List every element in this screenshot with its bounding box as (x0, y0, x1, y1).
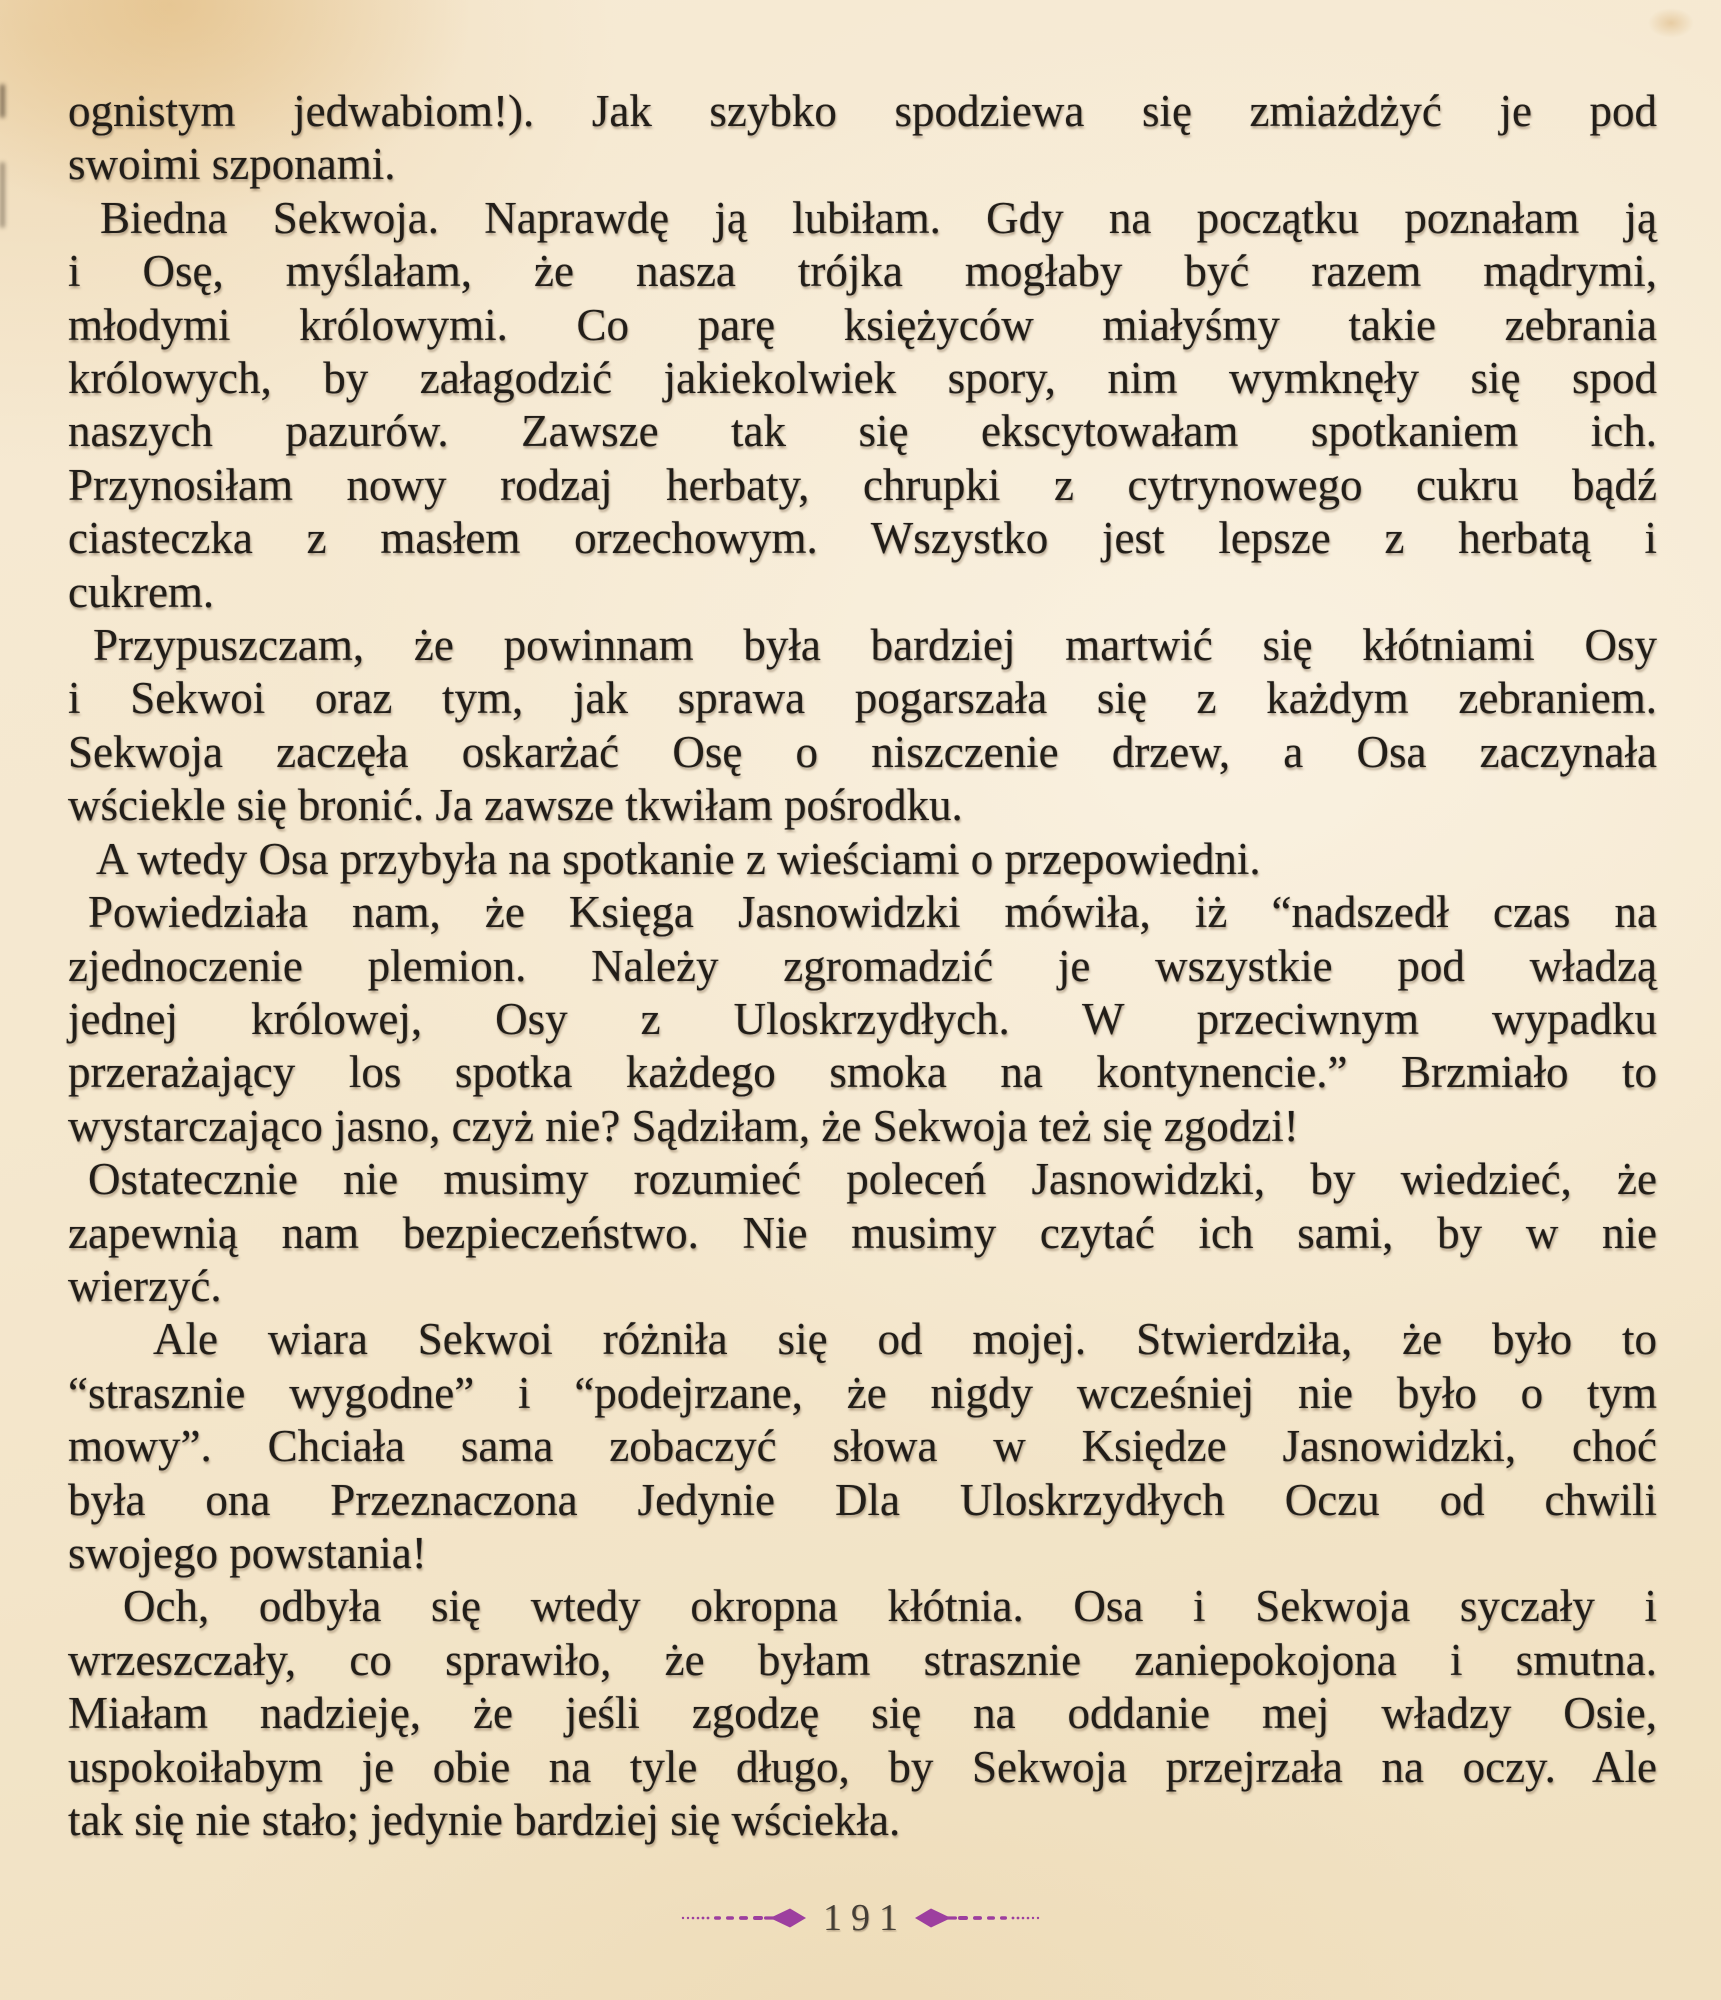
text-line: Przypuszczam, że powinnam była bardziej martwić się kłótniami Osy (93, 620, 1657, 671)
text-line: wystarczająco jasno, czyż nie? Sądziłam, że Sekwoja też się zgodzi! (68, 1100, 1299, 1151)
text-line: tak się nie stało; jedynie bardziej się wściekła. (68, 1795, 901, 1845)
text-line: Ostatecznie nie musimy rozumieć poleceń Jasnowidzki, by wiedzieć, że (88, 1154, 1657, 1205)
text-line: Biedna Sekwoja. Naprawdę ją lubiłam. Gdy na początku poznałam ją (100, 192, 1657, 243)
text-line: ciasteczka z masłem orzechowym. Wszystko jest lepsze z herbatą i (68, 513, 1657, 564)
text-line: zapewnią nam bezpieczeństwo. Nie musimy czytać ich sami, by w nie (68, 1207, 1657, 1258)
text-line: wierzyć. (68, 1260, 222, 1311)
text-block (68, 85, 1657, 1847)
text-line: Ale wiara Sekwoi różniła się od mojej. Stwierdziła, że było to (153, 1314, 1657, 1365)
text-line: była ona Przeznaczona Jedynie Dla Uloskrzydłych Oczu od chwili (68, 1474, 1657, 1525)
dart-dash-divider-right-icon (915, 1904, 1041, 1932)
text-line: uspokoiłabym je obie na tyle długo, by Sekwoja przejrzała na oczy. Ale (68, 1741, 1657, 1792)
text-line: i Osę, myślałam, że nasza trójka mogłaby być razem mądrymi, (68, 246, 1657, 297)
text-line: i Sekwoi oraz tym, jak sprawa pogarszała się z każdym zebraniem. (68, 673, 1657, 724)
text-line: naszych pazurów. Zawsze tak się ekscytowałam spotkaniem ich. (68, 406, 1657, 457)
text-line: cukrem. (68, 566, 215, 617)
page-footer (0, 1899, 1721, 1937)
text-line: swojego powstania! (68, 1527, 427, 1578)
text-line: A wtedy Osa przybyła na spotkanie z wieściami o przepowiedni. (96, 833, 1261, 884)
text-line: wściekle się bronić. Ja zawsze tkwiłam pośrodku. (68, 780, 963, 831)
text-line: Przynosiłam nowy rodzaj herbaty, chrupki z cytrynowego cukru bądź (68, 459, 1657, 510)
paper-stain (1648, 8, 1694, 38)
text-line: swoimi szponami. (68, 139, 396, 190)
text-line: zjednoczenie plemion. Należy zgromadzić je wszystkie pod władzą (68, 940, 1657, 991)
text-line: Sekwoja zaczęła oskarżać Osę o niszczenie drzew, a Osa zaczynała (68, 726, 1657, 777)
dart-dash-divider-left-icon (680, 1904, 806, 1932)
text-line: mowy”. Chciała sama zobaczyć słowa w Księdze Jasnowidzki, choć (68, 1421, 1657, 1472)
scan-artifact (0, 84, 5, 118)
text-line: przerażający los spotka każdego smoka na kontynencie.” Brzmiało to (68, 1047, 1657, 1098)
text-line: “strasznie wygodne” i “podejrzane, że nigdy wcześniej nie było o tym (68, 1367, 1657, 1418)
text-line: młodymi królowymi. Co parę księżyców miałyśmy takie zebrania (68, 299, 1657, 350)
text-line: Och, odbyła się wtedy okropna kłótnia. Osa i Sekwoja syczały i (123, 1581, 1657, 1632)
text-line: jednej królowej, Osy z Uloskrzydłych. W przeciwnym wypadku (68, 993, 1657, 1044)
text-line: Miałam nadzieję, że jeśli zgodzę się na oddanie mej władzy Osie, (68, 1688, 1657, 1739)
scan-artifact (0, 162, 5, 228)
text-line: wrzeszczały, co sprawiło, że byłam strasznie zaniepokojona i smutna. (68, 1634, 1657, 1685)
text-line: ognistym jedwabiom!). Jak szybko spodziewa się zmiażdżyć je pod (68, 86, 1657, 136)
page-number: 191 (823, 1897, 907, 1939)
text-line: królowych, by załagodzić jakiekolwiek spory, nim wymknęły się spod (68, 353, 1657, 404)
text-line: Powiedziała nam, że Księga Jasnowidzki mówiła, iż “nadszedł czas na (88, 887, 1657, 938)
